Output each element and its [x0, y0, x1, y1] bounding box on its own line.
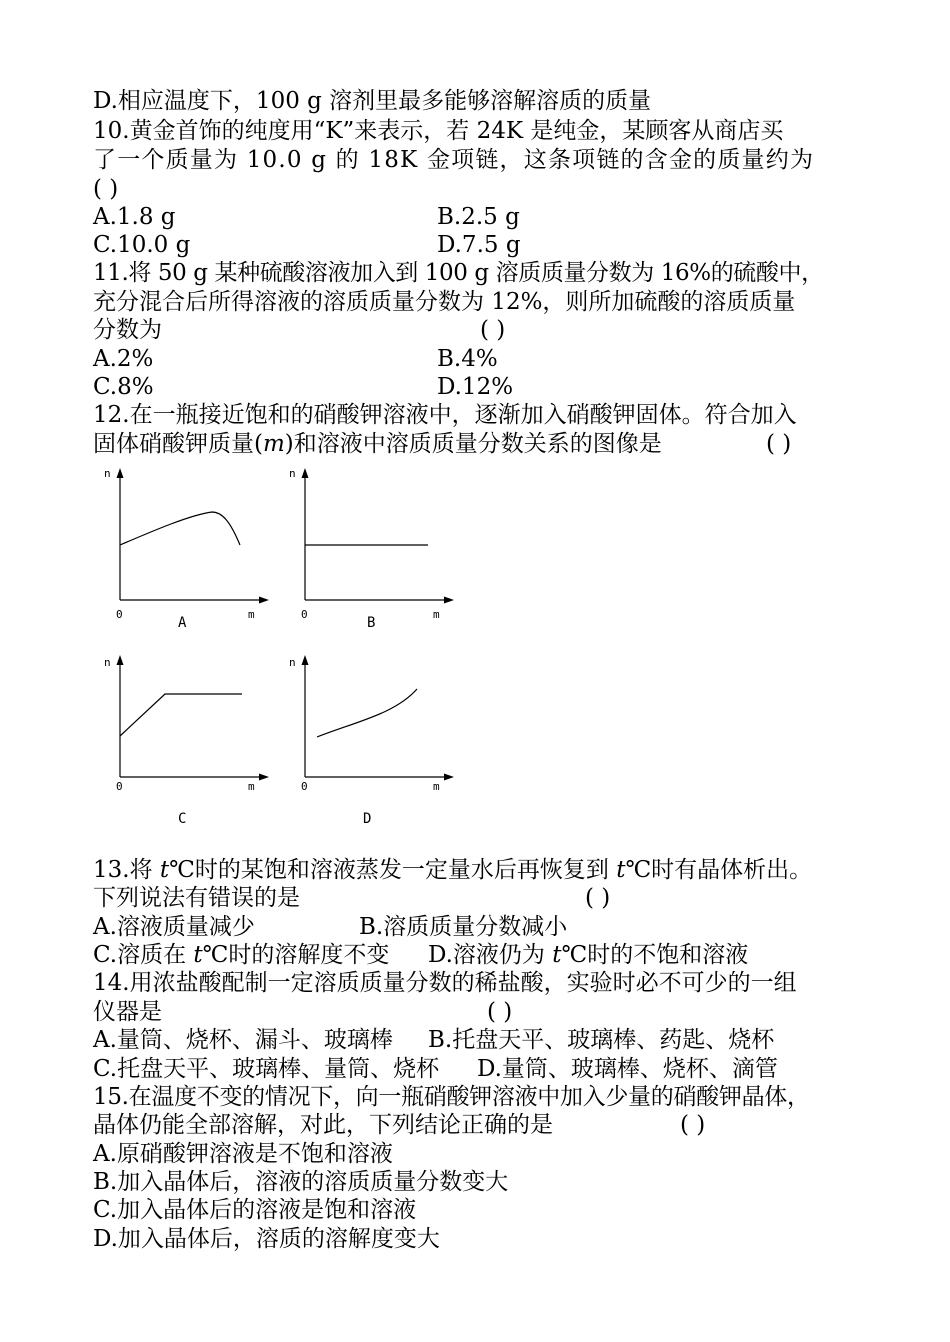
graph-d	[285, 652, 460, 828]
graph-a-x-axis-label: m	[248, 608, 255, 621]
graph-d-origin-label: 0	[301, 780, 308, 793]
graph-a-origin-label: 0	[116, 608, 123, 621]
q13-option-a: A.溶液质量减少	[93, 914, 255, 940]
q13-option-d-pre: D.溶液仍为	[428, 942, 553, 968]
q14-option-a: A.量筒、烧杯、漏斗、玻璃棒	[93, 1027, 393, 1053]
q15-option-d: D.加入晶体后，溶质的溶解度变大	[93, 1226, 440, 1252]
q15-option-c: C.加入晶体后的溶液是饱和溶液	[93, 1197, 417, 1223]
q13-stem-line2: 下列说法有错误的是	[93, 885, 300, 911]
q15-answer-paren: ( )	[680, 1112, 706, 1138]
graph-a-y-axis-label: n	[104, 467, 111, 480]
q11-option-c: C.8%	[93, 374, 154, 400]
q12-answer-paren: ( )	[766, 431, 792, 457]
q13-option-d	[428, 940, 748, 970]
q13-option-d-post: ℃时的不饱和溶液	[561, 942, 749, 968]
graph-a	[100, 465, 275, 641]
graph-b-label: B	[367, 615, 376, 631]
q13-option-c-t: t	[193, 942, 203, 968]
graph-b	[285, 465, 460, 641]
q11-option-d: D.12%	[437, 374, 514, 400]
graph-c-x-axis-label: m	[248, 780, 255, 793]
q12-stem-line2	[93, 429, 662, 459]
q13-option-d-t: t	[552, 942, 562, 968]
q14-stem-line1: 14.用浓盐酸配制一定溶质质量分数的稀盐酸，实验时必不可少的一组	[93, 970, 797, 996]
q10-option-a: A.1.8 g	[93, 204, 176, 230]
graph-d-y-axis-label: n	[289, 656, 296, 669]
q10-answer-paren: ( )	[93, 176, 119, 202]
q10-stem-line2: 了一个质量为 10.0 g 的 18K 金项链，这条项链的含金的质量约为	[93, 147, 815, 173]
q15-option-a: A.原硝酸钾溶液是不饱和溶液	[93, 1141, 393, 1167]
graph-b-y-axis-label: n	[289, 467, 296, 480]
graph-c	[100, 652, 275, 828]
q13-answer-paren: ( )	[585, 885, 611, 911]
q13-variable-t2: t	[616, 857, 626, 883]
q14-stem-line2: 仪器是	[93, 999, 162, 1025]
q15-stem-line1: 15.在温度不变的情况下，向一瓶硝酸钾溶液中加入少量的硝酸钾晶体，	[93, 1084, 810, 1110]
q10-stem-line1: 10.黄金首饰的纯度用“K”来表示，若 24K 是纯金，某顾客从商店买	[93, 118, 784, 144]
q13-option-c	[93, 940, 389, 970]
graph-c-y-axis-label: n	[104, 656, 111, 669]
q13-option-b: B.溶质质量分数减小	[359, 914, 568, 940]
q13-stem-b: ℃时的某饱和溶液蒸发一定量水后再恢复到	[169, 857, 617, 883]
q11-stem-line2: 充分混合后所得溶液的溶质质量分数为 12%，则所加硫酸的溶质质量	[93, 289, 796, 315]
graph-d-x-axis-label: m	[433, 780, 440, 793]
q14-option-b: B.托盘天平、玻璃棒、药匙、烧杯	[428, 1027, 775, 1053]
q10-option-d: D.7.5 g	[437, 232, 521, 258]
q10-option-b: B.2.5 g	[437, 204, 520, 230]
q11-answer-paren: ( )	[480, 317, 506, 343]
q14-option-c: C.托盘天平、玻璃棒、量筒、烧杯	[93, 1056, 440, 1082]
q11-option-b: B.4%	[437, 346, 498, 372]
q12-stem-line2-pre: 固体硝酸钾质量(	[93, 431, 263, 457]
q13-option-c-pre: C.溶质在	[93, 942, 194, 968]
graph-a-label: A	[178, 615, 187, 631]
q15-stem-line2: 晶体仍能全部溶解，对此，下列结论正确的是	[93, 1112, 553, 1138]
graph-c-label: C	[178, 811, 187, 827]
graph-b-x-axis-label: m	[433, 608, 440, 621]
q10-option-c: C.10.0 g	[93, 232, 191, 258]
q9-option-d: D.相应温度下，100 g 溶剂里最多能够溶解溶质的质量	[93, 88, 652, 114]
q12-stem-line2-post: )和溶液中溶质质量分数关系的图像是	[284, 431, 662, 457]
graph-b-origin-label: 0	[301, 608, 308, 621]
q13-option-c-post: ℃时的溶解度不变	[202, 942, 390, 968]
q12-variable-m: m	[262, 431, 285, 457]
q14-answer-paren: ( )	[487, 999, 513, 1025]
q11-stem-line3: 分数为	[93, 317, 162, 343]
q13-stem-line1	[93, 855, 812, 885]
q13-stem-c: ℃时有晶体析出。	[625, 857, 813, 883]
graph-d-label: D	[363, 811, 372, 827]
q13-stem-a: 13.将	[93, 857, 160, 883]
q11-stem-line1: 11.将 50 g 某种硫酸溶液加入到 100 g 溶质质量分数为 16%的硫酸中，	[93, 260, 824, 286]
graph-c-origin-label: 0	[116, 780, 123, 793]
q15-option-b: B.加入晶体后，溶液的溶质质量分数变大	[93, 1169, 509, 1195]
q11-option-a: A.2%	[93, 346, 154, 372]
q13-variable-t1: t	[159, 857, 170, 883]
q14-option-d: D.量筒、玻璃棒、烧杯、滴管	[477, 1056, 778, 1082]
q12-stem-line1: 12.在一瓶接近饱和的硝酸钾溶液中，逐渐加入硝酸钾固体。符合加入	[93, 402, 797, 428]
